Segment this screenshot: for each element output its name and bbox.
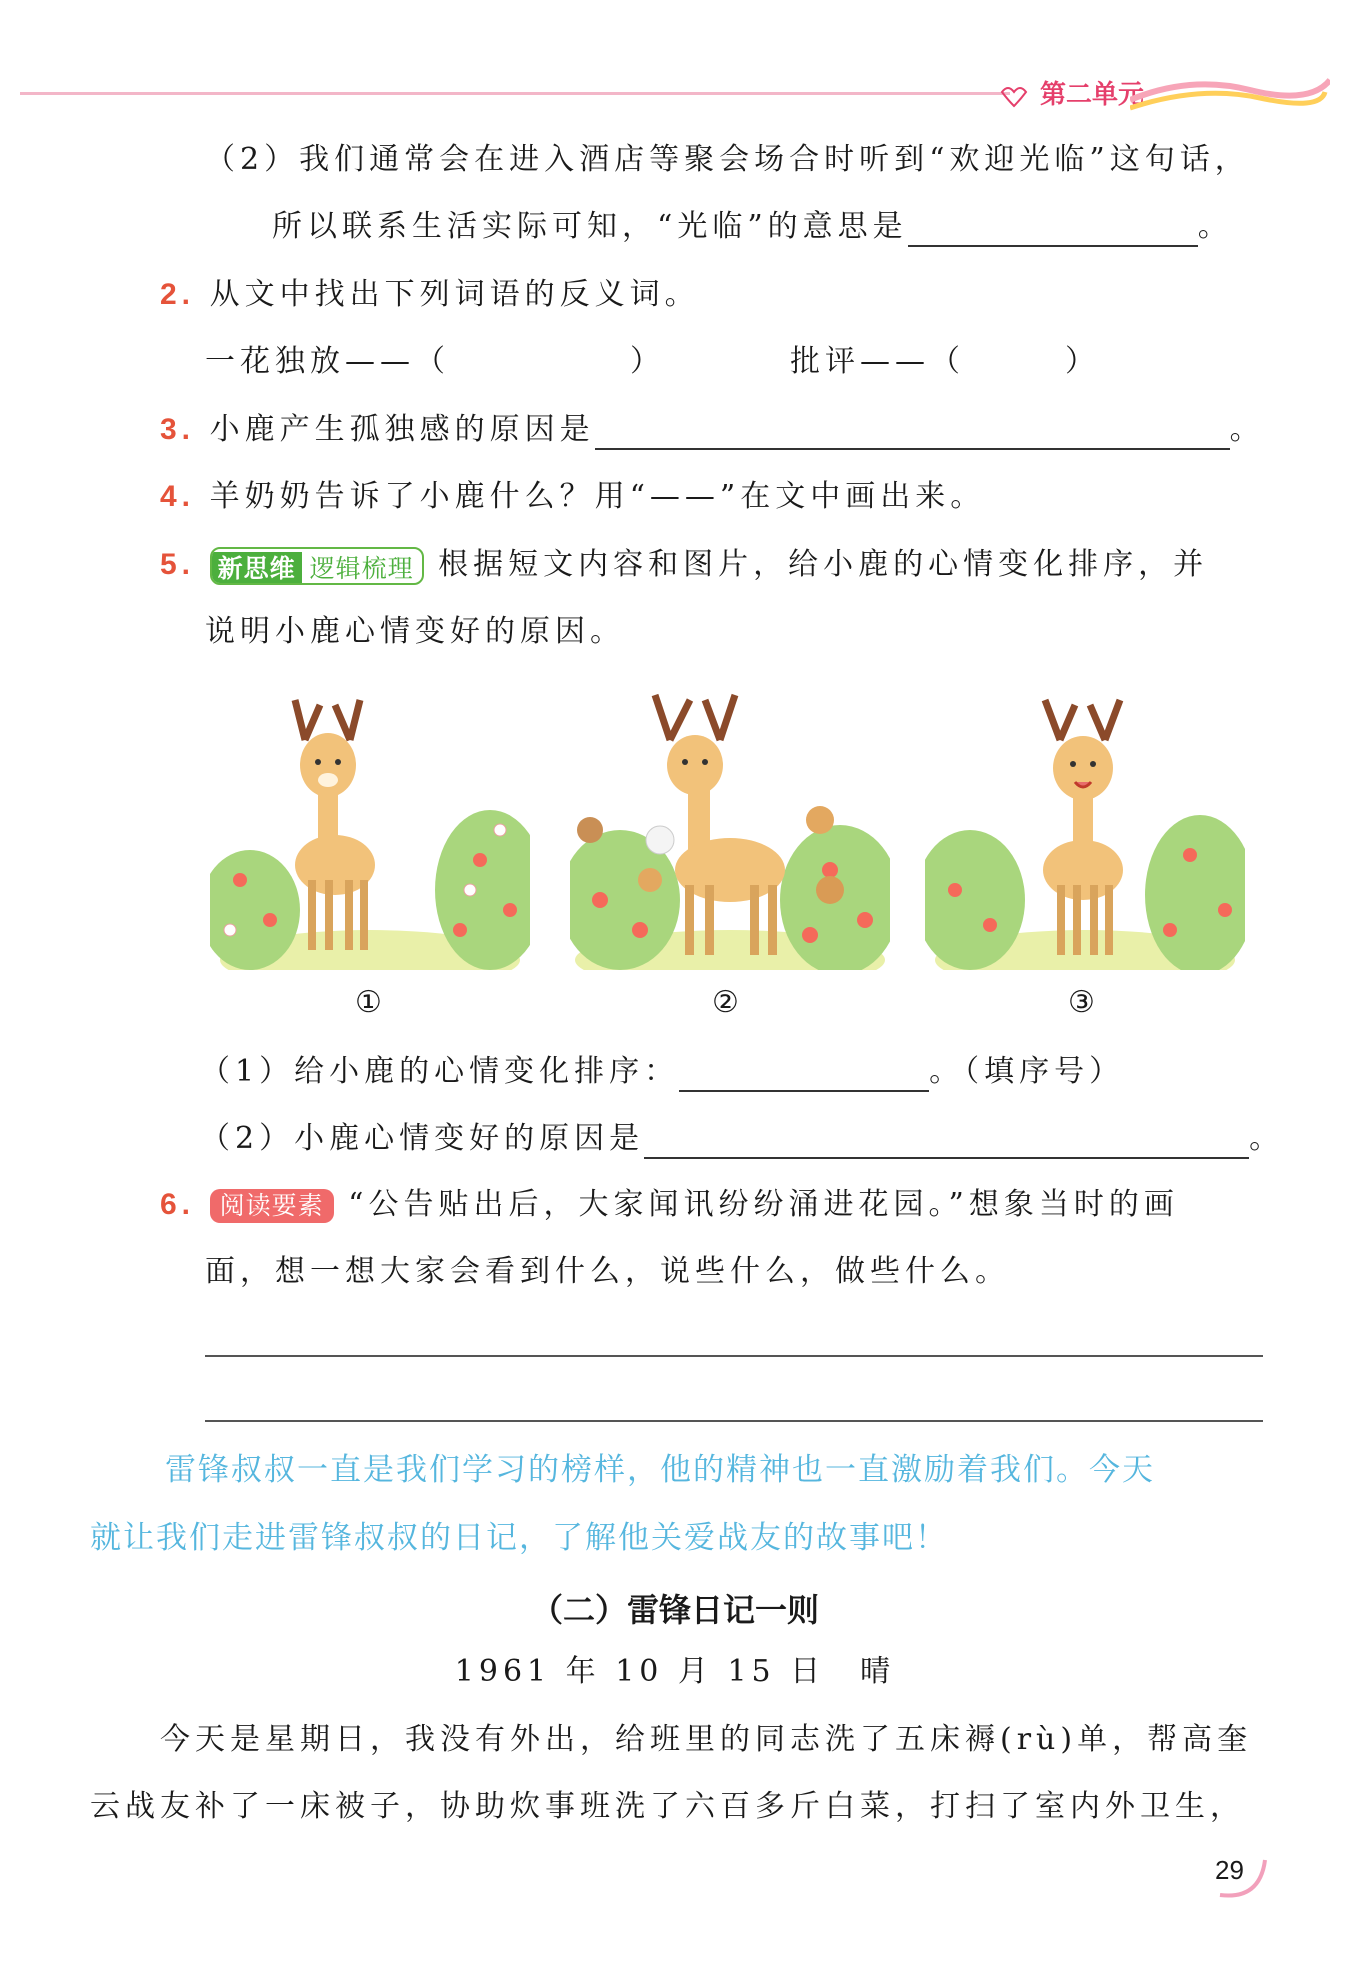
q5-sub2-end: 。 [1249, 1121, 1285, 1156]
heart-icon [990, 78, 1040, 108]
q6-number: 6. [160, 1188, 196, 1221]
answer-line-1[interactable] [205, 1355, 1263, 1357]
q2-item2 [790, 342, 1100, 382]
q5-number: 5. [160, 548, 196, 581]
q1-2-line2 [272, 207, 1233, 247]
q5-line2: 说明小鹿心情变好的原因。 [205, 614, 625, 649]
q5-line1: 根据短文内容和图片，给小鹿的心情变化排序，并 [438, 547, 1209, 582]
q2-item1-end: ） [630, 344, 665, 379]
q4-text: 羊奶奶告诉了小鹿什么？用“——”在文中画出来。 [209, 479, 986, 514]
body-line2: 云战友补了一床被子，协助炊事班洗了六百多斤白菜，打扫了室内外卫生， [90, 1789, 1245, 1824]
answer-line-2[interactable] [205, 1420, 1263, 1422]
diary-date: 1961 年 10 月 15 日 晴 [454, 1654, 896, 1689]
header-rule [20, 92, 1010, 95]
q3-text: 小鹿产生孤独感的原因是 [209, 412, 595, 447]
q6 [160, 1185, 1179, 1225]
q6-line1: “公告贴出后，大家闻讯纷纷涌进花园。”想象当时的画 [348, 1187, 1179, 1222]
intro-line2: 就让我们走进雷锋叔叔的日记，了解他关爱战友的故事吧！ [90, 1520, 948, 1555]
q2-item2-end: ） [1065, 344, 1100, 379]
picture-label-2: ② [712, 985, 739, 1020]
q5-sub1-blank[interactable] [679, 1058, 929, 1092]
q2 [160, 275, 700, 315]
q3 [160, 410, 1265, 450]
q5-sub2 [200, 1119, 1284, 1159]
q5 [160, 545, 1208, 585]
new-thinking-tag [210, 547, 424, 585]
q1-2-line1: （2）我们通常会在进入酒店等聚会场合时听到“欢迎光临”这句话， [205, 142, 1250, 177]
tag-right: 逻辑梳理 [309, 555, 414, 583]
ribbon-decoration [1130, 70, 1330, 115]
deer-picture-1 [210, 680, 530, 970]
picture-label-3: ③ [1068, 985, 1095, 1020]
q3-number: 3. [160, 413, 196, 446]
q6-line2: 面，想一想大家会看到什么，说些什么，做些什么。 [205, 1254, 1010, 1289]
q3-end: 。 [1229, 412, 1265, 447]
q2-text: 从文中找出下列词语的反义词。 [209, 277, 700, 312]
page-number-swirl [1210, 1845, 1280, 1905]
tag-left: 新思维 [212, 552, 302, 585]
reading-element-tag: 阅读要素 [210, 1189, 334, 1223]
section-title: （二）雷锋日记一则 [530, 1592, 819, 1628]
q5-sub1-text: （1）给小鹿的心情变化排序： [200, 1054, 680, 1089]
intro-line1: 雷锋叔叔一直是我们学习的榜样，他的精神也一直激励着我们。今天 [165, 1452, 1155, 1487]
deer-picture-2 [570, 680, 890, 970]
q2-item1 [205, 342, 665, 382]
q1-2-text: 所以联系生活实际可知，“光临”的意思是 [272, 209, 908, 244]
q4 [160, 477, 985, 517]
q1-2-answer-blank[interactable] [908, 213, 1198, 247]
q5-sub1 [200, 1052, 1124, 1092]
page-number: 29 [1215, 1855, 1244, 1885]
body-line1: 今天是星期日，我没有外出，给班里的同志洗了五床褥(rù)单，帮高奎 [160, 1722, 1253, 1757]
picture-label-1: ① [355, 985, 382, 1020]
q5-sub1-end: 。（填序号） [929, 1054, 1125, 1089]
deer-picture-3 [925, 680, 1245, 970]
q4-number: 4. [160, 480, 196, 513]
unit-label: 第二单元 [1040, 79, 1145, 109]
q1-2-end: 。 [1197, 209, 1233, 244]
q5-sub2-text: （2）小鹿心情变好的原因是 [200, 1121, 645, 1156]
q3-answer-blank[interactable] [595, 416, 1230, 450]
q5-sub2-blank[interactable] [644, 1125, 1249, 1159]
q2-item2-text: 批评——（ [790, 344, 965, 379]
q2-number: 2. [160, 278, 196, 311]
q2-item1-text: 一花独放——（ [205, 344, 450, 379]
